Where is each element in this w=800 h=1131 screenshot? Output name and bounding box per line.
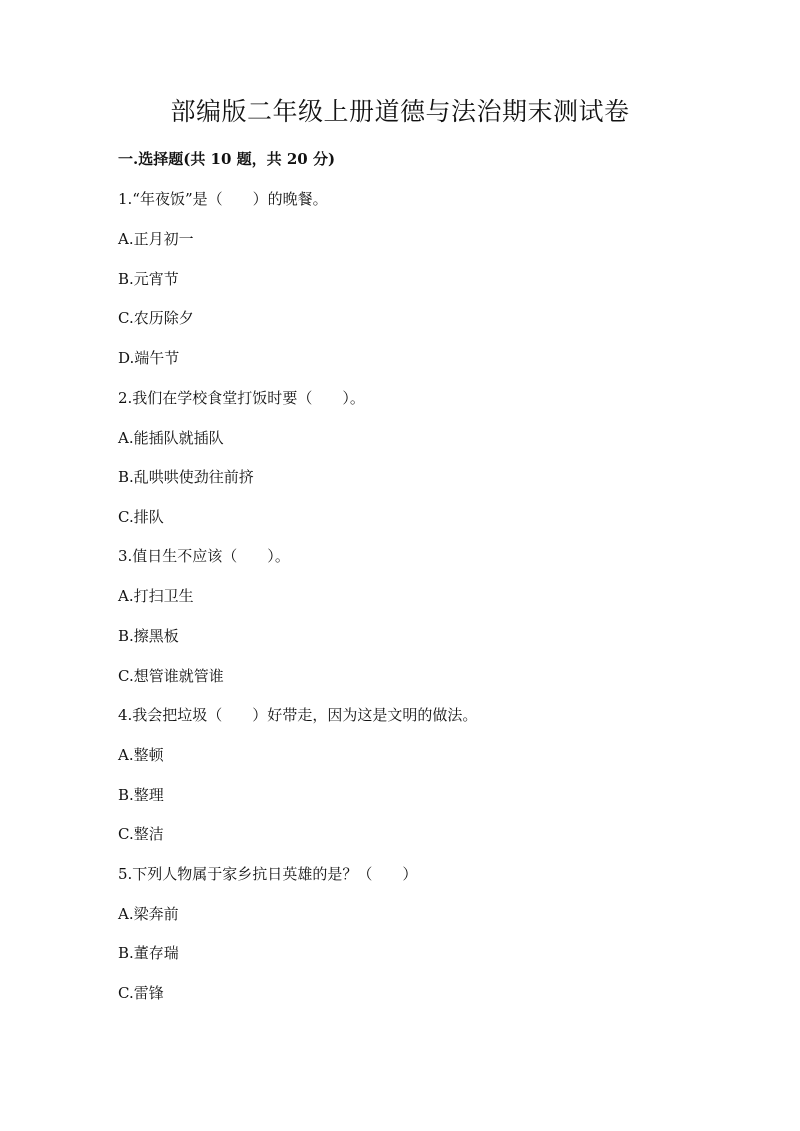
question-option: C.排队 [118, 508, 164, 526]
question-stem: 3.值日生不应该（ ）。 [118, 547, 290, 565]
question-option: B.整理 [118, 786, 164, 804]
question-stem: 5.下列人物属于家乡抗日英雄的是？（ ） [118, 865, 418, 883]
question-option: A.梁奔前 [118, 905, 179, 923]
question-option: A.整顿 [118, 746, 164, 764]
question-option: A.打扫卫生 [118, 587, 194, 605]
question-stem: 1.“年夜饭”是（ ）的晚餐。 [118, 190, 328, 208]
question-option: A.能插队就插队 [118, 429, 224, 447]
question-option: B.擦黑板 [118, 627, 179, 645]
question-option: A.正月初一 [118, 230, 194, 248]
question-option: D.端午节 [118, 349, 180, 367]
section-heading: 一.选择题(共 10 题，共 20 分) [118, 150, 336, 168]
question-stem: 2.我们在学校食堂打饭时要（ ）。 [118, 389, 365, 407]
question-stem: 4.我会把垃圾（ ）好带走，因为这是文明的做法。 [118, 706, 478, 724]
question-option: C.想管谁就管谁 [118, 667, 224, 685]
question-option: C.雷锋 [118, 984, 164, 1002]
question-option: B.董存瑞 [118, 944, 179, 962]
question-option: B.乱哄哄使劲往前挤 [118, 468, 254, 486]
question-option: C.整洁 [118, 825, 164, 843]
page-title: 部编版二年级上册道德与法治期末测试卷 [170, 97, 630, 126]
question-option: B.元宵节 [118, 270, 179, 288]
question-option: C.农历除夕 [118, 309, 194, 327]
